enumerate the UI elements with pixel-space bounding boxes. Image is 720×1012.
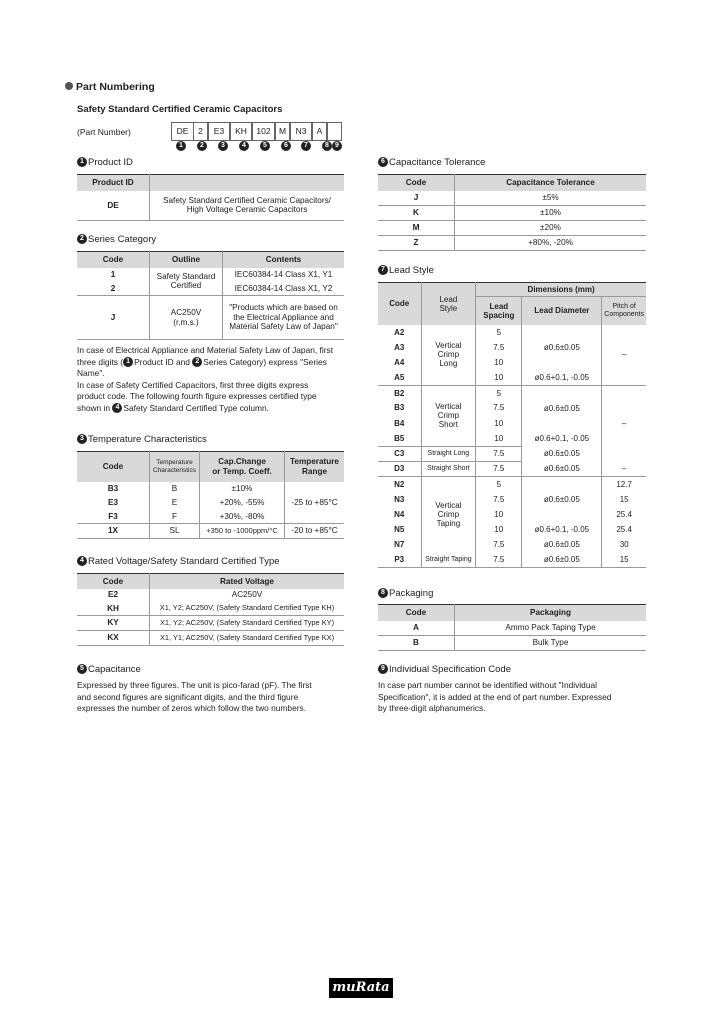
cell-pitch: 12.7 — [616, 479, 632, 489]
individual-text — [378, 680, 650, 715]
cell-code: B5 — [378, 431, 421, 446]
text-line: by three-digit alphanumerics. — [378, 703, 486, 713]
cell-diameter: ø0.6±0.05 — [522, 446, 602, 461]
series-note — [77, 345, 349, 414]
cell-spacing: 5 — [476, 476, 522, 491]
cell-diameter: ø0.6±0.05 — [522, 461, 602, 476]
contents-line: "Products which are based on — [229, 303, 338, 313]
col-header: Code — [378, 605, 455, 621]
part-box: N3 — [290, 122, 312, 141]
part-box: DE — [171, 122, 194, 141]
text-line: and second figures are significant digits, and the third figure — [77, 691, 299, 702]
text-line: Specification", it is added at the end of part number. Expressed — [378, 691, 612, 702]
outline-line: AC250V — [170, 308, 202, 318]
cell-line: Crimp — [437, 350, 460, 360]
cell-code: K — [378, 206, 455, 221]
col-header: Code — [77, 574, 150, 589]
index-icon: 2 — [77, 234, 87, 244]
text-line: expresses the number of zeros which follow the two numbers. — [77, 703, 307, 713]
section-capacitance-heading: 5 Capacitance — [77, 664, 141, 675]
header-line: or Temp. Coeff. — [212, 466, 272, 476]
cell-code: N3 — [378, 492, 421, 507]
cell-pitch: 30 — [619, 540, 629, 550]
note-line: In case of Safety Certified Capacitors, first three digits express — [77, 379, 309, 390]
cell-spacing: 7.5 — [476, 340, 522, 355]
col-header — [150, 175, 345, 191]
col-header: Lead Diameter — [522, 297, 602, 325]
cell-style: Straight Taping — [421, 552, 476, 567]
cell-spacing: 7.5 — [476, 492, 522, 507]
cell-style — [421, 476, 476, 552]
cell-value: ±20% — [455, 221, 647, 236]
index-icon: 3 — [77, 434, 87, 444]
cell-value: +80%, -20% — [528, 238, 573, 248]
note-line: three digits ( 1 Product ID and 2 Series Category) express "Series — [77, 356, 327, 367]
tolerance-table — [378, 174, 646, 251]
cell-tc: SL — [150, 524, 200, 539]
cell-line: Short — [438, 420, 458, 430]
cell-code: A3 — [378, 340, 421, 355]
cell-cap: +350 to -1000ppm/°C — [200, 524, 285, 539]
cell-value: ±5% — [455, 191, 647, 206]
index-9-icon: 9 — [332, 141, 342, 151]
index-icon: 6 — [378, 157, 388, 167]
cell-code: N7 — [378, 537, 421, 552]
contents-line: Material Safety Law of Japan" — [229, 322, 338, 332]
index-icon: 9 — [378, 664, 388, 674]
cell-code: B3 — [378, 400, 421, 415]
index-4-icon: 4 — [112, 403, 122, 413]
index-icon: 8 — [378, 588, 388, 598]
cell-line: Vertical — [435, 500, 462, 510]
part-box: A — [312, 122, 327, 141]
cell-code: A5 — [378, 370, 421, 385]
cell-spacing: 10 — [476, 507, 522, 522]
header-line: Characteristics — [153, 466, 196, 474]
product-id-table — [77, 174, 344, 221]
section-lead-heading: 7 Lead Style — [378, 265, 434, 276]
cell-spacing: 10 — [476, 370, 522, 385]
index-2-icon: 2 — [192, 357, 202, 367]
cell-spacing: 7.5 — [476, 537, 522, 552]
page-subtitle: Safety Standard Certified Ceramic Capacitors — [77, 104, 283, 115]
cell-value: X1, Y2; AC250V, (Safety Standard Certified Type KH) — [150, 602, 345, 616]
cell-range: -20 to +85°C — [291, 526, 338, 536]
cell-code: 1 — [77, 268, 150, 282]
part-number-label: (Part Number) — [77, 127, 131, 137]
bullet-icon — [65, 82, 73, 90]
lead-table-body — [378, 325, 646, 568]
desc-line: High Voltage Ceramic Capacitors — [186, 205, 308, 215]
section-temp-heading: 3 Temperature Characteristics — [77, 434, 207, 445]
note-line: In case of Electrical Appliance and Material Safety Law of Japan, first — [77, 345, 334, 355]
index-1-icon: 1 — [123, 357, 133, 367]
section-tolerance-heading: 6 Capacitance Tolerance — [378, 157, 485, 168]
cell-spacing: 7.5 — [476, 446, 522, 461]
header-line: Pitch of — [612, 302, 636, 310]
cell-tc: F — [150, 510, 200, 524]
header-line: Components — [604, 310, 644, 318]
cell-value: X1, Y2; AC250V, (Safety Standard Certified Type KY) — [150, 616, 345, 631]
cell-spacing: 5 — [476, 385, 522, 400]
cell-desc — [150, 191, 345, 221]
cell-code: P3 — [378, 552, 421, 567]
packaging-table — [378, 604, 646, 651]
cell-pitch: 25.4 — [616, 524, 632, 534]
cell-cap: ±10% — [200, 482, 285, 496]
col-header — [476, 297, 522, 325]
cell-tc: B — [150, 482, 200, 496]
outline-line: (r.m.s.) — [173, 317, 199, 327]
cell-line: Crimp — [437, 510, 460, 519]
index-icon: 1 — [77, 157, 87, 167]
index-icon: 4 — [77, 556, 87, 566]
col-header — [285, 452, 345, 482]
cell-code: 2 — [77, 282, 150, 296]
page-title: Part Numbering — [65, 81, 155, 93]
col-header: Code — [77, 252, 150, 268]
cell-pitch: 15 — [619, 555, 629, 565]
cell-style: Straight Short — [421, 461, 476, 476]
table-row — [378, 385, 646, 400]
cell-code: Z — [378, 236, 455, 251]
index-4-icon: 4 — [239, 141, 249, 151]
cell-pitch: – — [602, 325, 646, 386]
section-packaging-heading: 8 Packaging — [378, 588, 433, 599]
col-header: Capacitance Tolerance — [455, 175, 647, 191]
cell-code: C3 — [378, 446, 421, 461]
cell-diameter: ø0.6±0.05 — [522, 385, 602, 431]
text-line: In case part number cannot be identified without "Individual — [378, 680, 597, 690]
cell-diameter: ø0.6±0.05 — [522, 476, 602, 522]
cell-code: 1X — [77, 524, 150, 539]
cell-line: Vertical — [435, 340, 462, 350]
section-individual-heading: 9 Individual Specification Code — [378, 664, 511, 675]
cell-pitch: – — [602, 461, 646, 476]
cell-line: Long — [439, 359, 458, 369]
cell-spacing: 10 — [476, 522, 522, 537]
col-header: Code — [378, 283, 421, 325]
cell-tc: E — [150, 496, 200, 510]
col-header: Code — [378, 175, 455, 191]
cell-code: A2 — [378, 325, 421, 340]
cell-outline — [150, 268, 223, 296]
note-line: product code. The following fourth figure expresses certified type — [77, 391, 317, 401]
outline-line: Certified — [170, 281, 202, 291]
cell-code: D3 — [378, 461, 421, 476]
col-header: Outline — [150, 252, 223, 268]
index-3-icon: 3 — [218, 141, 228, 151]
cell-spacing: 10 — [476, 431, 522, 446]
cell-code: J — [378, 191, 455, 206]
col-header: Rated Voltage — [150, 574, 345, 589]
cell-pitch: 25.4 — [616, 509, 632, 519]
cell-spacing: 7.5 — [476, 552, 522, 567]
cell-code: B3 — [77, 482, 150, 496]
index-8-icon: 8 — [322, 141, 332, 151]
cell-line: Vertical — [435, 401, 462, 411]
cell-value: Bulk Type — [532, 638, 569, 648]
logo-text: muRata — [332, 980, 390, 995]
col-header: Packaging — [455, 605, 647, 621]
cell-code: KH — [77, 602, 150, 616]
cell-pitch: 15 — [619, 494, 629, 504]
table-row — [378, 507, 646, 522]
table-row — [378, 537, 646, 552]
header-line: Lead — [489, 301, 509, 311]
murata-logo — [329, 978, 393, 998]
header-line: Range — [301, 466, 328, 476]
capacitance-text — [77, 680, 349, 715]
cell-cap: +20%, -55% — [200, 496, 285, 510]
cell-code: A — [378, 621, 455, 636]
cell-diameter: ø0.6+0.1, -0.05 — [522, 370, 602, 385]
note-line: Name". — [77, 368, 105, 378]
col-header — [421, 283, 476, 325]
cell-code: F3 — [77, 510, 150, 524]
part-box — [327, 122, 342, 141]
cell-value: X1, Y1; AC250V, (Safety Standard Certified Type KX) — [159, 632, 335, 642]
table-row — [378, 492, 646, 507]
cell-diameter: ø0.6±0.05 — [522, 325, 602, 371]
table-row — [378, 522, 646, 537]
cell-spacing: 7.5 — [476, 400, 522, 415]
cell-code: M — [378, 221, 455, 236]
cell-diameter: ø0.6±0.05 — [522, 537, 602, 552]
cell-line: Taping — [436, 519, 461, 529]
table-row — [378, 325, 646, 340]
section-product-id-heading: 1 Product ID — [77, 157, 133, 168]
part-box: M — [275, 122, 290, 141]
table-row — [378, 476, 646, 491]
text-line: Expressed by three figures. The unit is pico-farad (pF). The first — [77, 680, 312, 690]
header-line: Cap.Change — [218, 457, 266, 467]
cell-code: B2 — [378, 385, 421, 400]
cell-code: E3 — [77, 496, 150, 510]
col-header: Dimensions (mm) — [476, 283, 646, 297]
cell-contents: IEC60384-14 Class X1, Y1 — [234, 269, 333, 279]
index-1-icon: 1 — [176, 141, 186, 151]
series-table — [77, 251, 344, 340]
header-line: Spacing — [483, 310, 515, 320]
cell-diameter: ø0.6+0.1, -0.05 — [522, 431, 602, 446]
table-row — [378, 461, 646, 476]
cell-code: N4 — [378, 507, 421, 522]
header-line: Temperature — [156, 459, 193, 467]
section-rated-heading: 4 Rated Voltage/Safety Standard Certified Type — [77, 556, 280, 567]
index-6-icon: 6 — [281, 141, 291, 151]
cell-value: AC250V — [231, 590, 263, 600]
part-box: KH — [230, 122, 252, 141]
section-series-heading: 2 Series Category — [77, 234, 156, 245]
cell-outline — [150, 296, 223, 340]
col-header — [602, 297, 646, 325]
cell-style — [421, 385, 476, 446]
cell-code: B4 — [378, 416, 421, 431]
index-icon: 5 — [77, 664, 87, 674]
cell-range: -25 to +85°C — [285, 482, 345, 524]
part-box: 102 — [252, 122, 275, 141]
header-line: Temperature — [290, 457, 339, 467]
index-2-icon: 2 — [197, 141, 207, 151]
lead-table — [378, 282, 646, 568]
desc-line: Safety Standard Certified Ceramic Capacitors/ — [163, 195, 331, 205]
cell-spacing: 10 — [476, 355, 522, 370]
cell-diameter: ø0.6±0.05 — [522, 552, 602, 567]
col-header — [200, 452, 285, 482]
cell-contents — [223, 296, 345, 340]
cell-code: B — [378, 636, 455, 651]
cell-spacing: 7.5 — [476, 461, 522, 476]
cell-code: E2 — [77, 589, 150, 602]
col-header: Code — [77, 452, 150, 482]
cell-spacing: 5 — [476, 325, 522, 340]
header-line: Lead — [439, 294, 458, 304]
cell-contents: IEC60384-14 Class X1, Y2 — [223, 282, 345, 296]
cell-value: ±10% — [455, 206, 647, 221]
table-row — [378, 552, 646, 567]
rated-table — [77, 573, 344, 646]
cell-pitch: – — [621, 418, 627, 428]
cell-style: Straight Long — [421, 446, 476, 461]
part-box: E3 — [208, 122, 230, 141]
cell-value: Ammo Pack Taping Type — [455, 621, 647, 636]
col-header — [150, 452, 200, 482]
cell-line: Crimp — [437, 411, 460, 421]
part-box: 2 — [193, 122, 208, 141]
header-line: Style — [439, 303, 458, 313]
cell-code: A4 — [378, 355, 421, 370]
temp-table — [77, 451, 344, 539]
cell-code: DE — [77, 191, 150, 221]
cell-code: KY — [77, 616, 150, 631]
col-header: Contents — [223, 252, 345, 268]
index-icon: 7 — [378, 265, 388, 275]
outline-line: Safety Standard — [156, 271, 216, 281]
index-7-icon: 7 — [301, 141, 311, 151]
cell-code: N5 — [378, 522, 421, 537]
cell-diameter: ø0.6+0.1, -0.05 — [522, 522, 602, 537]
cell-cap: +30%, -80% — [200, 510, 285, 524]
index-5-icon: 5 — [260, 141, 270, 151]
cell-code: J — [77, 296, 150, 340]
cell-code: N2 — [378, 476, 421, 491]
cell-style — [421, 325, 476, 386]
col-header: Product ID — [77, 175, 150, 191]
note-line: shown in 4 Safety Standard Certified Type column. — [77, 402, 269, 413]
cell-spacing: 10 — [476, 416, 522, 431]
contents-line: the Electrical Appliance and — [233, 312, 334, 322]
cell-code: KX — [77, 631, 150, 646]
